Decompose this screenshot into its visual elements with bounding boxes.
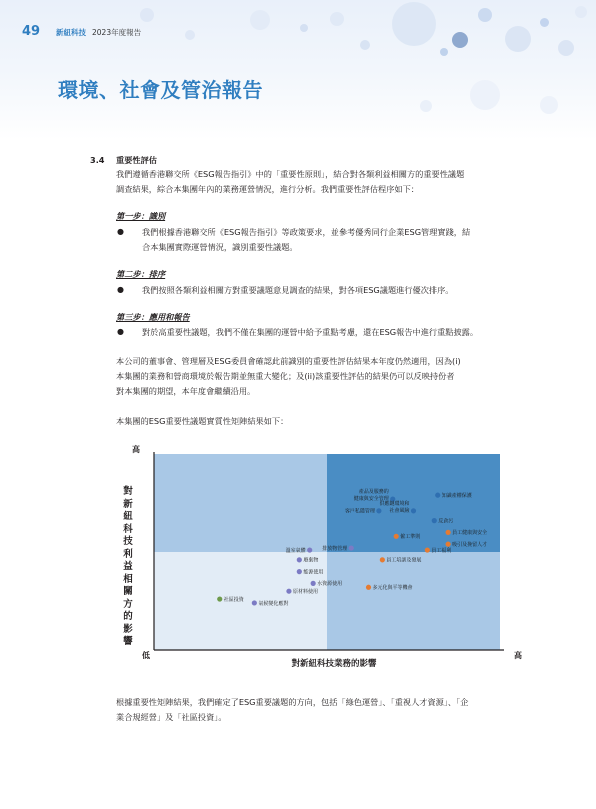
- company-name: 新紐科技: [56, 28, 86, 37]
- y-axis-title-char: 新: [123, 498, 133, 510]
- decorative-dot: [575, 6, 587, 18]
- decorative-dot: [558, 40, 574, 56]
- step-title: 第一步：識別: [116, 211, 166, 221]
- decorative-dot: [440, 48, 448, 56]
- y-axis-title-char: 技: [123, 536, 133, 547]
- decorative-dot: [540, 18, 549, 27]
- decorative-dot: [505, 26, 531, 52]
- decorative-dot: [140, 8, 154, 22]
- y-axis-title-char: 對: [123, 486, 133, 497]
- header-band: [0, 0, 596, 140]
- matrix-intro: 本集團的ESG重要性議題實質性矩陣結果如下：: [116, 416, 289, 426]
- matrix-point: [435, 493, 440, 498]
- y-axis-title: [122, 486, 134, 649]
- decorative-dot: [300, 24, 308, 32]
- matrix-point-label: 溫室氣體: [285, 547, 306, 554]
- decorative-dot: [392, 2, 436, 46]
- matrix-svg: [116, 440, 532, 672]
- decorative-dot: [250, 10, 270, 30]
- matrix-point: [425, 547, 430, 552]
- matrix-point-label: 知識產權保護: [441, 492, 472, 499]
- intro-line: 我們遵循香港聯交所《ESG報告指引》中的「重要性原則」，結合對各類利益相關方的重要性議題: [116, 169, 465, 179]
- matrix-point: [411, 508, 416, 513]
- y-axis-title-char: 影: [123, 623, 133, 635]
- matrix-point-label: 員工培訓及發展: [386, 557, 422, 564]
- matrix-point: [446, 542, 451, 547]
- matrix-point: [349, 545, 354, 550]
- step-line: 合本集團實際運營情況，識別重要性議題。: [142, 242, 298, 252]
- matrix-point: [311, 581, 316, 586]
- section-number: 3.4: [90, 155, 105, 165]
- matrix-point-label: 健康與安全管理: [353, 496, 389, 503]
- matrix-point-label: 水資源使用: [317, 581, 343, 588]
- matrix-point: [297, 557, 302, 562]
- matrix-point: [366, 585, 371, 590]
- matrix-point-label: 員工福利: [431, 547, 452, 554]
- intro-line: 調查結果，綜合本集團年內的業務運營情況，進行分析。我們重要性評估程序如下：: [116, 184, 419, 194]
- section-title: 重要性評估: [116, 155, 157, 165]
- conclusion-line: 本集團的業務和營商環境於報告期並無重大變化；及(ii)該重要性評估的結果仍可以反映持份者: [116, 371, 455, 381]
- decorative-dot: [420, 100, 432, 112]
- matrix-point-label: 反貪污: [438, 518, 454, 525]
- bullet-icon: ●: [117, 327, 124, 336]
- matrix-point-label: 原材料使用: [292, 589, 318, 595]
- decorative-dot: [452, 32, 468, 48]
- step-line: 對於高重要性議題，我們不僅在集團的運營中給予重點考慮，還在ESG報告中進行重點披露。: [142, 327, 479, 337]
- bullet-icon: ●: [117, 285, 124, 294]
- matrix-point-label: 員工健康與安全: [452, 530, 488, 537]
- decorative-dot: [540, 96, 558, 114]
- matrix-point-label: 多元化與平等機會: [372, 585, 413, 592]
- step-line: 我們按照各類利益相關方對重要議題意見調查的結果，對各項ESG議題進行優次排序。: [142, 285, 454, 295]
- decorative-dot: [185, 30, 195, 40]
- bullet-icon: ●: [117, 227, 124, 236]
- quadrant-bottom-right: [327, 552, 500, 650]
- decorative-dot: [360, 40, 370, 50]
- matrix-point-label: 客戶私隱管理: [344, 508, 375, 515]
- matrix-point-label: 產品及服務的: [358, 489, 389, 496]
- matrix-point: [307, 547, 312, 552]
- decorative-dot: [330, 12, 344, 26]
- y-axis-title-char: 關: [123, 586, 133, 597]
- materiality-matrix: [116, 440, 532, 672]
- y-axis-title-char: 益: [123, 561, 133, 572]
- matrix-point: [432, 518, 437, 523]
- decorative-dot: [478, 8, 492, 22]
- x-axis-title: 對新紐科技業務的影響: [291, 659, 377, 669]
- matrix-point-label: 廢棄物: [303, 557, 319, 564]
- matrix-point: [376, 508, 381, 513]
- matrix-point: [446, 530, 451, 535]
- quadrant-top-left: [154, 454, 327, 552]
- step-line: 我們根據香港聯交所《ESG報告指引》等政策要求，並參考優秀同行企業ESG管理實踐，結: [142, 227, 471, 237]
- y-axis-title-char: 的: [123, 611, 133, 622]
- report-name: 2023年度報告: [92, 28, 142, 37]
- matrix-point-label: 社區投資: [223, 596, 244, 603]
- y-axis-title-char: 相: [123, 573, 133, 585]
- conclusion-line: 對本集團的期望，本年度會繼續沿用。: [116, 386, 256, 396]
- matrix-point-label: 社會風險: [389, 507, 410, 514]
- y-axis-title-char: 利: [123, 548, 133, 560]
- matrix-point: [297, 569, 302, 574]
- matrix-point: [252, 600, 257, 605]
- conclusion-line: 本公司的董事會、管理層及ESG委員會確認此前識別的重要性評估結果本年度仍然適用，因為(i): [116, 356, 461, 366]
- page-title: 環境、社會及管治報告: [58, 78, 263, 102]
- matrix-point-label: 僱工準則: [400, 534, 421, 541]
- decorative-dot: [470, 80, 500, 110]
- footer-line: 業合規經營」及「社區投資」。: [116, 712, 227, 722]
- y-axis-title-char: 方: [123, 598, 133, 610]
- footer-line: 根據重要性矩陣結果，我們確定了ESG重要議題的方向，包括「綠色運營」、「重視人才資源」、「企: [116, 697, 469, 707]
- matrix-point: [394, 534, 399, 539]
- matrix-point: [286, 589, 291, 594]
- step-title: 第三步：應用和報告: [116, 312, 190, 322]
- y-axis-title-char: 響: [123, 636, 133, 647]
- y-axis-title-char: 科: [123, 523, 133, 535]
- matrix-point-label: 供應鏈環境和: [379, 500, 410, 507]
- matrix-point: [217, 596, 222, 601]
- step-title: 第二步：排序: [116, 269, 166, 279]
- y-axis-title-char: 紐: [123, 511, 133, 522]
- x-low-label: 低: [142, 651, 150, 660]
- x-high-label: 高: [514, 651, 522, 660]
- matrix-point-label: 吸引及挽留人才: [452, 541, 488, 548]
- matrix-point-label: 氣候變化應對: [258, 600, 289, 607]
- page-number: 49: [22, 24, 41, 39]
- matrix-point-label: 能源使用: [303, 569, 324, 576]
- y-high-label: 高: [132, 445, 140, 454]
- matrix-point-label: 排放物管理: [322, 545, 348, 552]
- matrix-point: [380, 557, 385, 562]
